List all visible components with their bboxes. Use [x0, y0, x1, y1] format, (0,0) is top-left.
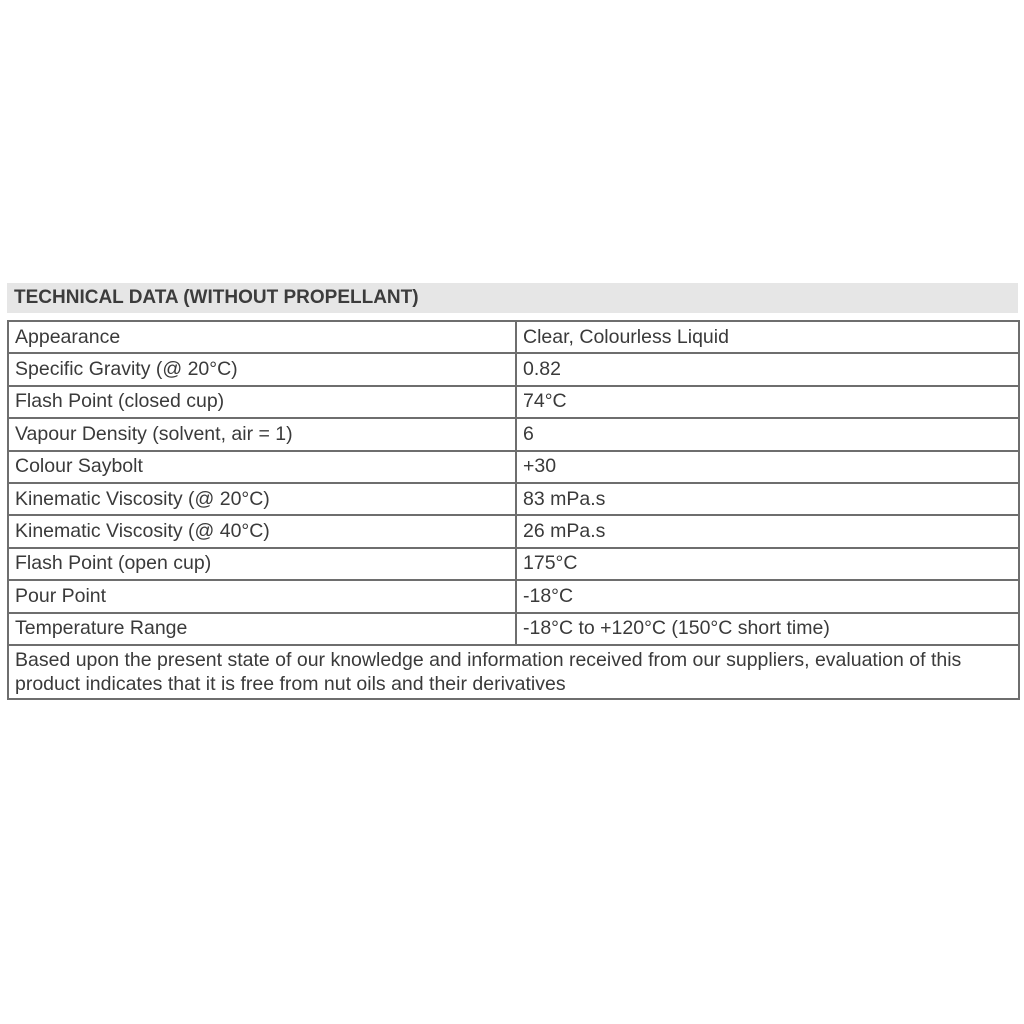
note-row	[8, 645, 1019, 699]
value-cell: +30	[516, 451, 1019, 483]
property-cell: Colour Saybolt	[8, 451, 516, 483]
value-cell: 175°C	[516, 548, 1019, 580]
table-row	[8, 548, 1019, 580]
section-title: TECHNICAL DATA (WITHOUT PROPELLANT)	[7, 283, 1018, 313]
property-cell: Temperature Range	[8, 613, 516, 645]
property-cell: Flash Point (closed cup)	[8, 386, 516, 418]
value-cell: 0.82	[516, 353, 1019, 385]
value-cell: Clear, Colourless Liquid	[516, 321, 1019, 353]
property-cell: Kinematic Viscosity (@ 20°C)	[8, 483, 516, 515]
nut-oil-note: Based upon the present state of our knowledge and information received from our suppliers, evaluation of this product indicates that it is free from nut oils and their derivatives	[8, 645, 1019, 699]
table-row	[8, 451, 1019, 483]
table-row	[8, 580, 1019, 612]
value-cell: 6	[516, 418, 1019, 450]
table-row	[8, 321, 1019, 353]
value-cell: 83 mPa.s	[516, 483, 1019, 515]
property-cell: Specific Gravity (@ 20°C)	[8, 353, 516, 385]
value-cell: -18°C	[516, 580, 1019, 612]
value-cell: 26 mPa.s	[516, 515, 1019, 547]
value-cell: 74°C	[516, 386, 1019, 418]
technical-data-table	[7, 320, 1020, 700]
table-row	[8, 353, 1019, 385]
property-cell: Kinematic Viscosity (@ 40°C)	[8, 515, 516, 547]
property-cell: Vapour Density (solvent, air = 1)	[8, 418, 516, 450]
table-row	[8, 483, 1019, 515]
table-row	[8, 386, 1019, 418]
property-cell: Pour Point	[8, 580, 516, 612]
table-row	[8, 515, 1019, 547]
property-cell: Appearance	[8, 321, 516, 353]
property-cell: Flash Point (open cup)	[8, 548, 516, 580]
table-row	[8, 418, 1019, 450]
table-row	[8, 613, 1019, 645]
value-cell: -18°C to +120°C (150°C short time)	[516, 613, 1019, 645]
